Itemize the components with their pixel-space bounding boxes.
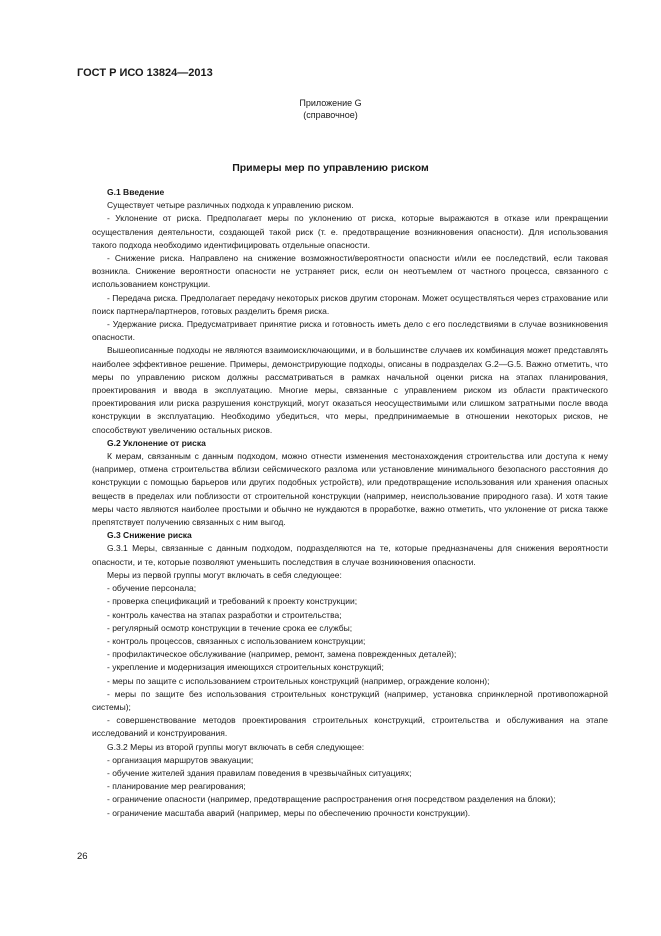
- paragraph: - Снижение риска. Направлено на снижение возможности/вероятности опасности и/или ее последствий, если таковая возникла. Снижение вероятности опасности не устраняет риск, если он неотъемлем от частного процесса, связанного с использованием конструкции.: [92, 253, 608, 290]
- annex-type: (справочное): [303, 110, 358, 120]
- paragraph: - организация маршрутов эвакуации;: [107, 754, 254, 765]
- page-number: 26: [77, 851, 88, 862]
- paragraph: G.3.2 Меры из второй группы могут включать в себя следующее:: [107, 741, 365, 752]
- paragraph: - укрепление и модернизация имеющихся строительных конструкций;: [107, 662, 384, 673]
- section-title: Примеры мер по управлению риском: [232, 162, 429, 174]
- paragraph: - профилактическое обслуживание (например, ремонт, замена поврежденных деталей);: [107, 649, 457, 660]
- paragraph: Вышеописанные подходы не являются взаимоисключающими, и в большинстве случаев их комбинация может представлять наиболее эффективное решение. Примеры, демонстрирующие подходы, описаны в подразделах G.2—G.5. Важно отметить, что меры по управлению риском должны рассматриваться в рамках начальной оценки риска на этапах планирования, проектирования и ввода в эксплуатацию. Многие меры, связанные с управлением риском из области практического проектирования или риска разрушения конструкций, могут оказаться неосуществимыми или слишком затратными после ввода конструкции в эксплуатацию. Необходимо убедиться, что меры, предпринимаемые в отношении некоторых рисков, не способствуют увеличению остальных рисков.: [92, 345, 608, 435]
- paragraph: Существует четыре различных подхода к управлению риском.: [107, 200, 354, 211]
- paragraph: - Удержание риска. Предусматривает принятие риска и готовность иметь дело с его последствиями в случае возникновения опасности.: [92, 319, 608, 343]
- paragraph: - контроль качества на этапах разработки и строительства;: [107, 609, 342, 620]
- paragraph: - меры по защите с использованием строительных конструкций (например, ограждение колонн);: [107, 675, 490, 686]
- paragraph: - Уклонение от риска. Предполагает меры по уклонению от риска, которые выражаются в отказе или прекращении осуществления деятельности, создающей такой риск (т. е. предотвращение возникновения опасности). Для использования такого подхода необходимо идентифицировать отдельные опасности.: [92, 213, 608, 250]
- section-heading: G.2 Уклонение от риска: [107, 437, 206, 448]
- paragraph: К мерам, связанным с данным подходом, можно отнести изменения местонахождения строительства или доступа к нему (например, отмена строительства вблизи сейсмического разлома или установление минимального безопасного расстояния до конструкции с помощью барьеров или других подобных устройств), или предотвращение использования или хранения опасных веществ в пределах или поблизости от строительной конструкции (например, неиспользование природного газа). И хотя такие меры часто являются наиболее простыми и обычно не нуждаются в проработке, важно отметить, что уклонение от риска также препятствует получению связанных с ним выгод.: [92, 451, 608, 528]
- document-body: [92, 186, 608, 820]
- annex-label: Приложение G: [299, 98, 362, 108]
- paragraph: - регулярный осмотр конструкции в течение срока ее службы;: [107, 622, 353, 633]
- paragraph: - ограничение масштаба аварий (например, меры по обеспечению прочности конструкции).: [107, 807, 471, 818]
- paragraph: G.3.1 Меры, связанные с данным подходом, подразделяются на те, которые предназначены для снижения вероятности опасности, и те, которые позволяют уменьшить последствия в случае возникновения опасности.: [92, 543, 608, 567]
- section-heading: G.1 Введение: [107, 187, 165, 197]
- paragraph: - меры по защите без использования строительных конструкций (например, установка спринклерной противопожарной системы);: [92, 688, 608, 712]
- standard-header: ГОСТ Р ИСО 13824—2013: [77, 67, 213, 79]
- paragraph: - проверка спецификаций и требований к проекту конструкции;: [107, 596, 358, 607]
- paragraph: - Передача риска. Предполагает передачу некоторых рисков другим сторонам. Может осуществляться через страхование или поиск партнера/партнеров, готовых разделить бремя риска.: [92, 292, 608, 316]
- paragraph: - контроль процессов, связанных с использованием конструкции;: [107, 635, 366, 646]
- paragraph: - ограничение опасности (например, предотвращение распространения огня посредством разделения на блоки);: [107, 794, 556, 805]
- paragraph: - совершенствование методов проектирования строительных конструкций, строительства и обслуживания на этапе исследований и конструирования.: [92, 715, 608, 739]
- section-heading: G.3 Снижение риска: [107, 530, 192, 541]
- paragraph: - обучение персонала;: [107, 583, 197, 594]
- paragraph: - обучение жителей здания правилам поведения в чрезвычайных ситуациях;: [107, 767, 412, 778]
- paragraph: - планирование мер реагирования;: [107, 781, 246, 792]
- paragraph: Меры из первой группы могут включать в себя следующее:: [107, 569, 342, 580]
